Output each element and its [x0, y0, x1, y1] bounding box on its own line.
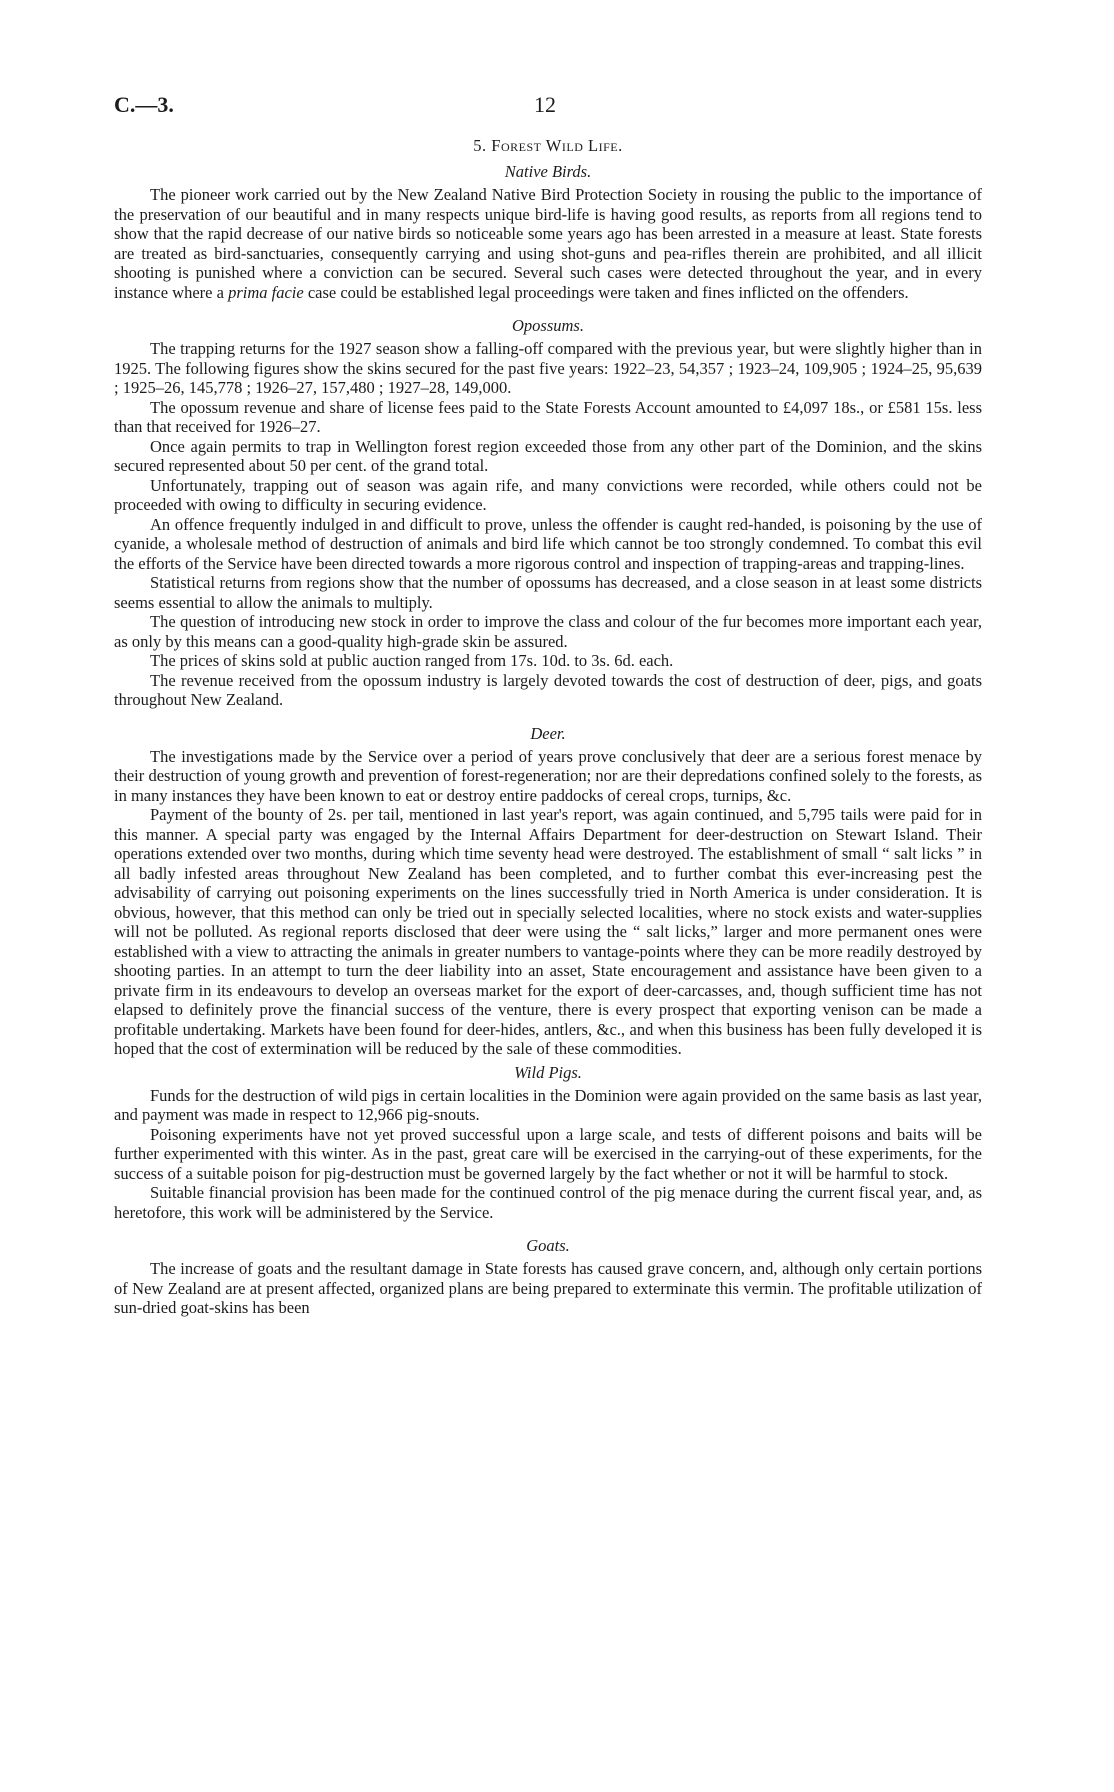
paragraph: An offence frequently indulged in and difficult to prove, unless the offender is caught red-handed, is poisoning by the use of cyanide, a wholesale method of destruction of animals and bird life which cannot be too strongly condemned. To combat this evil the efforts of the Service have been directed towards a more rigorous control and inspection of trapping-areas and trapping-lines.: [114, 514, 982, 573]
section-native-birds: [114, 162, 982, 302]
paragraph: Poisoning experiments have not yet proved successful upon a large scale, and tests of different poisons and baits will be further experimented with this winter. As in the past, great care will be exercised in the carrying-out of these experiments, for the success of a suitable poison for pig-destruction must be governed largely by the fact whether or not it will be harmful to stock.: [114, 1124, 982, 1183]
section-opossums: [114, 316, 982, 710]
paragraph: The pioneer work carried out by the New Zealand Native Bird Protection Society in rousing the public to the importance of the preservation of our beautiful and in many respects unique bird-life is having good results, as reports from all regions tend to show that the rapid decrease of our native birds so noticeable some years ago has been arrested in a measure at least. State forests are treated as bird-sanctuaries, consequently carrying and using shot-guns and pea-rifles therein are prohibited, and all illicit shooting is punished where a conviction can be secured. Several such cases were detected throughout the year, and in every instance where a prima facie case could be established legal proceedings were taken and fines inflicted on the offenders.: [114, 185, 982, 302]
section-deer: [114, 724, 982, 1059]
italic-phrase: prima facie: [228, 282, 304, 302]
paragraph: Once again permits to trap in Wellington forest region exceeded those from any other part of the Dominion, and the skins secured represented about 50 per cent. of the grand total.: [114, 436, 982, 475]
paragraph: Unfortunately, trapping out of season was again rife, and many convictions were recorded, while others could not be proceeded with owing to difficulty in securing evidence.: [114, 475, 982, 514]
paragraph: The investigations made by the Service over a period of years prove conclusively that deer are a serious forest menace by their destruction of young growth and prevention of forest-regeneration; nor are their depredations confined solely to the forests, as in many instances they have been known to eat or destroy entire paddocks of cereal crops, turnips, &c.: [114, 746, 982, 805]
page-number: 12: [534, 92, 556, 117]
paragraph: Payment of the bounty of 2s. per tail, mentioned in last year's report, was again continued, and 5,795 tails were paid for in this manner. A special party was engaged by the Internal Affairs Department for deer-destruction on Stewart Island. Their operations extended over two months, during which time seventy head were destroyed. The establishment of small “ salt licks ” in all badly infested areas throughout New Zealand has been completed, and to further combat this ever-increasing pest the advisability of carrying out poisoning experiments on the lines successfully tried in North America is under consideration. It is obvious, however, that this method can only be tried out in specially selected localities, where no stock exists and water-supplies will not be polluted. As regional reports disclosed that deer were using the “ salt licks,” larger and more permanent ones were established with a view to attracting the animals in greater numbers to vantage-points where they can be more readily destroyed by shooting parties. In an attempt to turn the deer liability into an asset, State encouragement and assistance have been given to a private firm in its endeavours to develop an overseas market for the export of deer-carcasses, and, though sufficient time has not elapsed to definitely prove the financial success of the venture, there is every prospect that exporting venison can be made a profitable undertaking. Markets have been found for deer-hides, antlers, &c., and when this business has been fully developed it is hoped that the cost of extermination will be reduced by the sale of these commodities.: [114, 805, 982, 1058]
section-wild-pigs: [114, 1063, 982, 1223]
subheading-deer: Deer.: [530, 723, 566, 743]
paragraph: Suitable financial provision has been made for the continued control of the pig menace during the current fiscal year, and, as heretofore, this work will be administered by the Service.: [114, 1183, 982, 1222]
paragraph: The question of introducing new stock in order to improve the class and colour of the fur becomes more important each year, as only by this means can a good-quality high-grade skin be assured.: [114, 612, 982, 651]
subheading-wild-pigs: Wild Pigs.: [514, 1062, 582, 1082]
subheading-opossums: Opossums.: [512, 316, 584, 335]
section-title: 5. Forest Wild Life.: [473, 136, 623, 155]
paragraph: The trapping returns for the 1927 season show a falling-off compared with the previous year, but were slightly higher than in 1925. The following figures show the skins secured for the past five years: 1922–23, 54,357 ; 1923–24, 109,905 ; 1924–25, 95,639 ; 1925–26, 145,778 ; 1926–27, 157,480 ; 1927–28, 149,000.: [114, 339, 982, 397]
subheading-native-birds: Native Birds.: [504, 162, 592, 181]
paragraph: Statistical returns from regions show that the number of opossums has decreased, and a close season in at least some districts seems essential to allow the animals to multiply.: [114, 573, 982, 612]
paragraph: The prices of skins sold at public auction ranged from 17s. 10d. to 3s. 6d. each.: [150, 651, 674, 670]
paragraph: The increase of goats and the resultant damage in State forests has caused grave concern, and, although only certain portions of New Zealand are at present affected, organized plans are being prepared to exterminate this vermin. The profitable utilization of sun-dried goat-skins has been: [114, 1259, 982, 1317]
page-header: [114, 92, 982, 128]
paragraph: Funds for the destruction of wild pigs in certain localities in the Dominion were again provided on the same basis as last year, and payment was made in respect to 12,966 pig-snouts.: [114, 1085, 982, 1124]
section-goats: [114, 1236, 982, 1318]
paragraph: The revenue received from the opossum industry is largely devoted towards the cost of destruction of deer, pigs, and goats throughout New Zealand.: [114, 670, 982, 709]
subheading-goats: Goats.: [526, 1236, 570, 1255]
document-reference: C.—3.: [114, 92, 174, 117]
paragraph: The opossum revenue and share of license fees paid to the State Forests Account amounted to £4,097 18s., or £581 15s. less than that received for 1926–27.: [114, 397, 982, 436]
document-page: [114, 92, 982, 1318]
